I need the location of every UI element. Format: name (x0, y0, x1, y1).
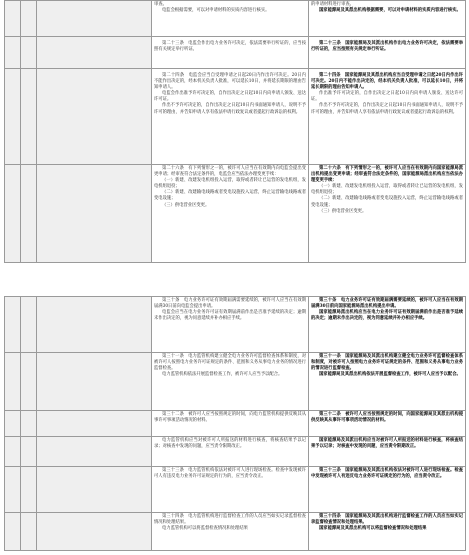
old-text-cell (152, 467, 309, 513)
paragraph: （三）供电营业区变更。 (319, 208, 367, 214)
paragraph: 电监会根据需要，可以对申请材料的实质内容进行核实。 (162, 8, 270, 14)
table-cell-blank (5, 1, 21, 37)
paragraph: 第三十三条 国家能源局及其派出机构依法对被许可人进行现场检查。检查中发现被许可人有违反电力业务许可证规定的行为的，应当责令改正。 (311, 468, 463, 480)
table-cell-blank (5, 467, 21, 513)
table-cell-blank (5, 69, 21, 165)
table-cell-blank (37, 297, 152, 353)
paragraph: 第三十四条 国家能源局及其派出机构进行监督检查工作的人员应当如实记录监督检查情况和处理结果。 (311, 514, 463, 526)
table-cell-blank (37, 437, 152, 467)
table-cell-blank (5, 353, 21, 411)
paragraph: 审查。 (154, 2, 167, 7)
paragraph: 的申请材料进行审查。 (311, 2, 354, 7)
table-row (5, 411, 466, 437)
table-row (5, 165, 466, 263)
table-cell-blank (21, 37, 37, 69)
table-row (5, 437, 466, 467)
old-text-cell (152, 437, 309, 467)
table-cell-blank (37, 1, 152, 37)
paragraph: 第二十四条 电监会应当自受理申请之日起20日内作出许可决定。20日内不能作出决定的，经本机关负责人批准，可以延长10日，并将延长期限的理由告知申请人。 (154, 73, 306, 91)
table-row (5, 69, 466, 165)
old-text-cell (152, 353, 309, 411)
new-text-cell (309, 411, 466, 437)
table-cell-blank (5, 513, 21, 551)
table-cell-blank (21, 1, 37, 37)
table-row (5, 1, 466, 37)
paragraph: 第三十二条 被许可人应当按照规定的时间，向电力监管机构提供反映其从事许可事项活动情况的材料。 (154, 412, 306, 424)
paragraph: 第二十六条 有下列情形之一的，被许可人应当在有效期内向电监会提出变更申请；经审查符合法定条件的，电监会应当依法办理变更手续： (154, 166, 306, 178)
paragraph: 第三十条 电力业务许可证有效期届满需要延续的，被许可人应当在有效期届满30日前向电监会提出申请。 (154, 298, 306, 310)
paragraph: （二）新建、改建输电线路或者变电设施投入运营，终止运营输电线路或者变电设施； (311, 196, 463, 208)
paragraph: （一）新建、改建发电机组投入运营，取得或者转让已运营的发电机组，发电机组退役； (311, 184, 463, 196)
paragraph: 电监会作出准予许可决定的，自作出决定之日起10日内向申请人颁发、送达许可证。 (154, 91, 306, 103)
paragraph: 国家能源局及其派出机构可以将监督检查情况和处理结果 (319, 526, 427, 532)
new-text-cell (309, 467, 466, 513)
table-cell-blank (21, 165, 37, 263)
table-cell-blank (21, 69, 37, 165)
paragraph: 国家能源局及其派出机构根据需要，可以对申请材料的实质内容进行核实。 (319, 8, 461, 14)
new-text-cell (309, 69, 466, 165)
paragraph: 电力监管机构应当对被许可人所报送的材料进行核查，将核查结果予以记录；对核查中发现的问题，应当责令限期改正。 (154, 438, 306, 450)
table-cell-blank (5, 165, 21, 263)
table-cell-blank (37, 353, 152, 411)
table-cell-blank (5, 37, 21, 69)
new-text-cell (309, 37, 466, 69)
old-text-cell (152, 37, 309, 69)
paragraph: 作出不予许可决定的，自作出决定之日起10日内书面通知申请人，说明不予许可的理由，并告知申请人享有依法申请行政复议或者提起行政诉讼的权利。 (311, 103, 463, 115)
paragraph: 第三十一条 电力监管机构建立健全电力业务许可监督检查体系和制度，对被许可人按照电力业务许可证规定的条件、范围和义务从事电力业务的情况进行监督检查。 (154, 354, 306, 372)
paragraph: 第三十三条 电力监管机构依法对被许可人进行现场检查。检查中发现被许可人有违反电力业务许可证规定的行为的，应当责令改正。 (154, 468, 306, 480)
paragraph: 第三十一条 国家能源局及其派出机构建立健全电力业务许可监督检查体系和制度，对被许可人按照电力业务许可证规定的条件、范围和义务从事电力业务的情况进行监督检查。 (311, 354, 463, 372)
table-row (5, 467, 466, 513)
old-text-cell (152, 69, 309, 165)
table-cell-blank (37, 513, 152, 551)
table-cell-blank (21, 437, 37, 467)
comparison-table-bottom (4, 296, 466, 551)
paragraph: （三）供电营业区变更。 (162, 202, 210, 208)
paragraph: 第三十四条 电力监管机构进行监督检查工作的人员应当如实记录监督检查情况和处理结果。 (154, 514, 306, 526)
old-text-cell (152, 411, 309, 437)
paragraph: 电力监管机构依法开展监督检查工作，被许可人应当予以配合。 (162, 372, 283, 378)
paragraph: 作出不予许可决定的，自作出决定之日起10日内书面通知申请人，说明不予许可的理由，并告知申请人享有依法申请行政复议或者提起行政诉讼的权利。 (154, 103, 306, 115)
new-text-cell (309, 1, 466, 37)
paragraph: 第二十三条 电监会作出电力业务许可决定，依法需要举行听证的，应当按照有关规定举行听证。 (154, 41, 306, 53)
paragraph: 电监会应当在电力业务许可证有效期届满前作出是否准予延续的决定；逾期未作出决定的，视为同意延续并补办相应手续。 (154, 310, 306, 322)
paragraph: 国家能源局及其派出机构依法开展监督检查工作，被许可人应当予以配合。 (319, 372, 461, 378)
table-row (5, 353, 466, 411)
page-gap (0, 268, 469, 296)
paragraph: 第二十三条 国家能源局及其派出机构作出电力业务许可决定，依法需要举行听证的，应当按照有关规定举行听证。 (311, 41, 463, 53)
new-text-cell (309, 513, 466, 551)
paragraph: 第三十二条 被许可人应当按照规定的时间，向国家能源局及其派出机构提供反映其从事许可事项活动情况的材料。 (311, 412, 463, 424)
table-cell-blank (21, 513, 37, 551)
table-cell-blank (5, 411, 21, 437)
table-cell-blank (37, 467, 152, 513)
new-text-cell (309, 353, 466, 411)
table-row (5, 513, 466, 551)
table-cell-blank (5, 297, 21, 353)
table-cell-blank (21, 353, 37, 411)
old-text-cell (152, 1, 309, 37)
paragraph: （一）新建、改建发电机组投入运营，取得或者转让已运营的发电机组，发电机组退役； (154, 178, 306, 190)
paragraph: （二）新建、改建输电线路或者变电设施投入运营，终止运营输电线路或者变电设施； (154, 190, 306, 202)
table-cell-blank (37, 37, 152, 69)
old-text-cell (152, 513, 309, 551)
comparison-table-top (4, 0, 466, 263)
table-row (5, 37, 466, 69)
new-text-cell (309, 165, 466, 263)
paragraph: 第二十四条 国家能源局及其派出机构应当自受理申请之日起20日内作出许可决定。20日内不能作出决定的，经本机关负责人批准，可以延长10日，并将延长期限的理由告知申请人。 (311, 73, 463, 91)
paragraph: 国家能源局派出机构应当在电力业务许可证有效期届满前作出是否准予延续的决定；逾期未作出决定的，视为同意延续并补办相应手续。 (311, 310, 463, 322)
old-text-cell (152, 297, 309, 353)
table-cell-blank (21, 467, 37, 513)
table-cell-blank (37, 69, 152, 165)
table-cell-blank (21, 411, 37, 437)
table-cell-blank (37, 165, 152, 263)
table-cell-blank (21, 297, 37, 353)
new-text-cell (309, 297, 466, 353)
paragraph: 作出准予许可决定的，自作出决定之日起10日内向申请人颁发、送达许可证。 (311, 91, 463, 103)
new-text-cell (309, 437, 466, 467)
old-text-cell (152, 165, 309, 263)
table-row (5, 297, 466, 353)
paragraph: 电力监管机构可以将监督检查情况和处理结果 (162, 526, 248, 532)
paragraph: 第二十六条 有下列情形之一的，被许可人应当在有效期内向国家能源局派出机构提出变更申请；经审查符合法定条件的，国家能源局派出机构应当依法办理变更手续： (311, 166, 463, 184)
paragraph: 第三十条 电力业务许可证有效期届满需要延续的，被许可人应当在有效期届满30日前向国家能源局派出机构提出申请。 (311, 298, 463, 310)
table-cell-blank (37, 411, 152, 437)
table-cell-blank (5, 437, 21, 467)
paragraph: 国家能源局及其派出机构应当对被许可人所报送的材料进行核查，将核查结果予以记录；对核查中发现的问题，应当责令限期改正。 (311, 438, 463, 450)
